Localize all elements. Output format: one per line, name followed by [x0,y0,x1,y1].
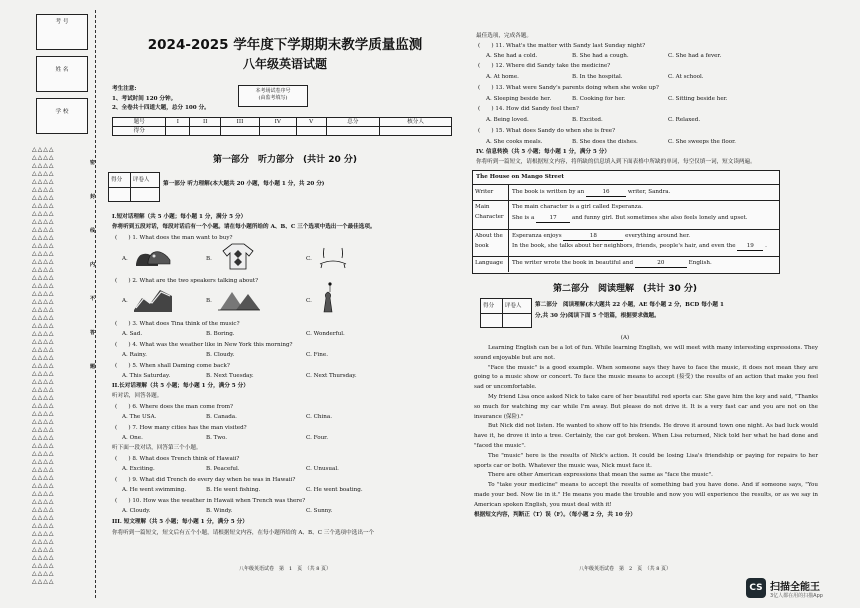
q5-option-b: B. Next Tuesday. [206,373,254,379]
sec3-continue: 最佳选项，完成各题。 [476,33,532,39]
passage [474,344,818,519]
q15-option-b: B. She does the dishes. [572,139,638,145]
triangle-row: △△△△ [32,538,55,545]
sec2-intro-1: 听对话，回答各题。 [112,393,163,399]
triangle-row: △△△△ [32,578,55,585]
sec2-intro-2: 听下面一段对话，回答第三个小题。 [112,445,202,451]
footer-right: 八年级英语试卷 第 2 页 （共 8 页） [578,566,672,572]
row-writer-label: Writer [475,189,494,195]
binding-text [90,160,102,420]
row-writer-text-b: writer, Sandra. [627,189,671,195]
triangle-row: △△△△ [32,434,55,441]
q6-option-a: A. The USA. [122,414,157,420]
triangle-row: △△△△ [32,530,55,537]
school-label: 学 校 [55,109,69,115]
sec3-title: III. 短文理解（共 5 小题；每小题 1 分，满分 5 分） [112,519,248,525]
row-main-text-b: and funny girl. But sometimes she also feels lonely and upset. [571,215,748,221]
binding-char: 答 [90,330,96,336]
row-language-text-b: English. [688,260,712,266]
binding-char: 线 [90,228,96,234]
question-15: ( ) 15. What does Sandy do when she is free? [478,128,616,134]
blank-18[interactable]: 18 [563,233,623,241]
question-12: ( ) 12. Where did Sandy take the medicine? [478,63,611,69]
score-cell [190,127,221,136]
q7-option-c: C. Four. [306,435,329,441]
triangle-row: △△△△ [32,338,55,345]
triangle-row: △△△△ [32,154,55,161]
scorer2-reviewer-label: 评卷人 [502,299,531,314]
q4-option-b: B. Cloudy. [206,352,235,358]
q7-option-a: A. One. [122,435,143,441]
score-cell: 得分 [113,127,166,136]
score-cell [166,127,190,136]
q10-option-a: A. Cloudy. [122,508,151,514]
row-about-label-2: book [475,243,489,249]
row-about-line-2 [512,243,767,251]
seat-number-label: 本考场试卷序号 (由监考填写) [255,88,291,101]
score-cell [221,127,259,136]
triangle-row: △△△△ [32,362,55,369]
q13-option-a: A. Sleeping beside her. [486,96,552,102]
triangle-row: △△△△ [32,490,55,497]
notice-2: 2、全卷共十四道大题，总分 100 分。 [112,105,210,111]
question-10: ( ) 10. How was the weather in Hawaii when Trench was there? [115,498,306,504]
scorer-box-2 [480,298,532,328]
triangle-row: △△△△ [32,346,55,353]
glasses-icon [318,246,348,270]
question-1: ( ) 1. What does the man want to buy? [115,235,233,241]
score-col-header: III [221,118,259,127]
q8-option-c: C. Unusual. [306,466,339,472]
part2-intro-1: 第二部分 阅读理解(本大题共 22 小题，AE 每小题 2 分，BCD 每小题 1 [535,302,724,308]
statue-of-liberty-icon [318,282,338,314]
q11-option-c: C. She had a fever. [668,53,722,59]
binding-char: 密 [90,160,96,166]
part1-title: 第一部分 听力部分 (共计 20 分) [212,155,358,165]
triangle-row: △△△△ [32,554,55,561]
sec4-intro: 你将听到一篇短文，请根据短文内容，将所缺的信息填入到下面表格中所缺的单词，每空仅填一词，短文读两遍。 [476,159,756,165]
row-about-text-a: Esperanza enjoys [512,233,562,239]
cs-logo-text: CS [749,583,763,593]
triangle-column [32,146,88,591]
paragraph: The "music" here is the results of Nick's action. It could be losing Lisa's friendship or paying for repairs to her sports car or both. Whatever the music was, Nick must face it. [474,452,818,469]
sec1-title: I.短对话理解（共 5 小题；每小题 1 分，满分 5 分） [112,214,247,220]
row-main-line-1: The main character is a girl called Esperanza. [512,204,643,210]
score-cell [326,127,379,136]
blank-20[interactable]: 20 [635,260,687,268]
triangle-row: △△△△ [32,258,55,265]
part2-intro-2: 分,共 30 分)阅读下面 5 个语篇，根据要求做题。 [535,313,660,319]
row-about-label-1: About the [475,233,503,239]
scorer-reviewer-label: 评卷人 [130,173,159,188]
school-box [36,98,88,134]
row-main-label-2: Character [475,214,504,220]
score-col-header: II [190,118,221,127]
q8-option-a: A. Exciting. [122,466,155,472]
q4-option-a: A. Rainy. [122,352,147,358]
triangle-row: △△△△ [32,354,55,361]
q14-option-a: A. Being loved. [486,117,529,123]
paragraph: "Face the music" is a good example. When someone says they have to face the music, it does not mean they are going to a music show or concert. To face the music means to accept (接受) the results of an action that make you feel sad or uncomfortable. [474,364,818,391]
row-about-text-c: In the book, she talks about her neighbors, friends, people's hair, and even the [512,243,736,249]
notice-title: 考生注意: [112,86,137,92]
q14-option-b: B. Excited. [572,117,603,123]
row-about-text-d: . [765,243,767,249]
scorer-score-label: 得分 [109,173,131,188]
q11-option-a: A. She had a cold. [486,53,538,59]
triangle-row: △△△△ [32,242,55,249]
triangle-row: △△△△ [32,226,55,233]
triangle-row: △△△△ [32,370,55,377]
q12-option-b: B. In the hospital. [572,74,623,80]
footer-left: 八年级英语试卷 第 1 页 （共 8 页） [238,566,332,572]
q9-option-b: B. He went fishing. [206,487,261,493]
question-4: ( ) 4. What was the weather like in New York this morning? [115,342,293,348]
triangle-row: △△△△ [32,506,55,513]
triangle-row: △△△△ [32,450,55,457]
binding-char: 内 [90,262,96,268]
question-11: ( ) 11. What's the matter with Sandy last Sunday night? [478,43,646,49]
q5-option-c: C. Next Thursday. [306,373,357,379]
row-language-content [512,260,712,268]
triangle-row: △△△△ [32,282,55,289]
q7-option-b: B. Two. [206,435,228,441]
notice-1: 1、考试时间 120 分钟。 [112,96,177,102]
q10-option-b: B. Windy. [206,508,233,514]
q5-option-a: A. This Saturday. [122,373,171,379]
triangle-row: △△△△ [32,266,55,273]
triangle-row: △△△△ [32,386,55,393]
row-main-line-2 [512,215,748,223]
triangle-row: △△△△ [32,250,55,257]
scanner-app-name: 扫描全能王 [770,582,820,593]
q15-option-c: C. She sweeps the floor. [668,139,736,145]
triangle-row: △△△△ [32,146,55,153]
q3-option-b: B. Boring. [206,331,235,337]
question-13: ( ) 13. What were Sandy's parents doing when she woke up? [478,85,659,91]
part1-intro: 第一部分 听力理解(本大题共 20 小题，每小题 1 分，共 20 分) [163,181,325,187]
score-col-header: IV [259,118,296,127]
score-cell [259,127,296,136]
scorer-box-1 [108,172,160,202]
question-7: ( ) 7. How many cities has the man visited? [115,425,247,431]
score-col-header: 核分人 [380,118,452,127]
triangle-row: △△△△ [32,306,55,313]
task-instruction: 根据短文内容，判断正（T）误（F）。（每小题 2 分，共 10 分） [474,511,636,518]
q9-option-c: C. He went boating. [306,487,363,493]
paragraph: To "take your medicine" means to accept the results of something bad you have done. And if someone says, "You made your bed. Now lie in it." He means you made the trouble and now you will experience the results, or as we say in American spoken English, you must deal with it! [474,482,818,508]
triangle-row: △△△△ [32,162,55,169]
passage-label: (A) [620,335,630,341]
row-about-text-b: everything around her. [625,233,691,239]
triangle-row: △△△△ [32,290,55,297]
sec3-intro: 你将听到一篇短文，短文后有五个小题，请根据短文内容，在每小题所给的 A、B、C 三个选项中选出一个 [112,530,375,536]
q1-option-b-letter: B. [206,256,212,262]
q2-option-b-letter: B. [206,298,212,304]
row-main-text-a: She is a [512,215,535,221]
question-2: ( ) 2. What are the two speakers talking about? [115,278,259,284]
triangle-row: △△△△ [32,570,55,577]
q13-option-b: B. Cooking for her. [572,96,626,102]
triangle-row: △△△△ [32,234,55,241]
q11-option-b: B. She had a cough. [572,53,629,59]
blank-16[interactable]: 16 [586,189,626,197]
q12-option-a: A. At home. [486,74,519,80]
triangle-row: △△△△ [32,378,55,385]
q2-option-a-letter: A. [122,298,128,304]
triangle-row: △△△△ [32,458,55,465]
q10-option-c: C. Sunny. [306,508,333,514]
q6-option-c: C. China. [306,414,333,420]
triangle-row: △△△△ [32,186,55,193]
paragraph: Learning English can be a lot of fun. While learning English, we will meet with many interesting expressions. They sound enjoyable but are not. [474,345,818,361]
question-6: ( ) 6. Where does the man come from? [115,404,234,410]
triangle-row: △△△△ [32,522,55,529]
q14-option-c: C. Relaxed. [668,117,701,123]
q15-option-a: A. She cooks meals. [486,139,543,145]
exam-subtitle: 八年级英语试题 [242,57,327,71]
blank-17[interactable]: 17 [536,215,570,223]
binding-char: 题 [90,364,96,370]
q4-option-c: C. Fine. [306,352,328,358]
exam-title: 2024-2025 学年度下学期期末教学质量监测 [147,37,423,53]
triangle-row: △△△△ [32,426,55,433]
triangle-row: △△△△ [32,410,55,417]
score-col-header: V [296,118,326,127]
sec2-title: II.长对话理解（共 5 小题；每小题 1 分，满分 5 分） [112,383,249,389]
triangle-row: △△△△ [32,466,55,473]
name-label: 姓 名 [55,67,69,73]
triangle-row: △△△△ [32,210,55,217]
triangle-row: △△△△ [32,202,55,209]
question-3: ( ) 3. What does Tina think of the music? [115,321,240,327]
question-8: ( ) 8. What does Trench think of Hawaii? [115,456,240,462]
score-col-header: I [166,118,190,127]
paragraph: My friend Lisa once asked Nick to take care of her beautiful red sports car. She gave him the key and said, "Thanks so much for watching my car while I'm away. But please do not drive it. It is a very fast car and you are not on the insurance (保险)." [474,393,818,420]
question-9: ( ) 9. What did Trench do every day when he was in Hawaii? [115,477,296,483]
triangle-row: △△△△ [32,514,55,521]
paragraph: But Nick did not listen. He wanted to show off to his friends. He drove it around town one night. As bad luck would have it, he drove it into a tree. Certainly, the car got broken. When Lisa returned, Nick told her what he had done and "faced the music". [474,423,818,449]
great-wall-icon [134,284,172,312]
part2-title: 第二部分 阅读理解 (共计 30 分) [552,284,698,294]
triangle-row: △△△△ [32,298,55,305]
triangle-row: △△△△ [32,314,55,321]
blank-19[interactable]: 19 [737,243,763,251]
scorer2-score-label: 得分 [481,299,503,314]
triangle-row: △△△△ [32,194,55,201]
q13-option-c: C. Sitting beside her. [668,96,728,102]
q3-option-c: C. Wonderful. [306,331,345,337]
q1-option-c-letter: C. [306,256,312,262]
triangle-row: △△△△ [32,218,55,225]
q1-option-a-letter: A. [122,256,128,262]
sec1-intro: 你将听到五段对话，每段对话后有一个小题。请在每小题所给的 A、B、C 三个选项中选出一个最佳选项。 [112,224,376,230]
paragraph: There are other American expressions that mean the same as "face the music". [488,472,713,479]
score-col-header: 总分 [326,118,379,127]
sweater-icon [222,242,254,270]
triangle-row: △△△△ [32,322,55,329]
sec4-title: IV. 信息转换（共 5 小题；每小题 1 分，满分 5 分） [476,149,610,155]
score-cell [380,127,452,136]
triangle-row: △△△△ [32,442,55,449]
q3-option-a: A. Sad. [122,331,143,337]
triangle-row: △△△△ [32,482,55,489]
row-writer-text-a: The book is written by an [512,189,585,195]
scanner-tagline: 3亿人都在用的扫描App [770,593,823,599]
row-language-label: Language [475,260,504,266]
row-language-text-a: The writer wrote the book in beautiful and [512,260,634,266]
triangle-row: △△△△ [32,546,55,553]
triangle-row: △△△△ [32,418,55,425]
triangle-row: △△△△ [32,474,55,481]
exam-number-label: 考 号 [55,19,69,25]
question-14: ( ) 14. How did Sandy feel then? [478,106,579,112]
binding-char: 封 [90,194,96,200]
triangle-row: △△△△ [32,498,55,505]
q12-option-c: C. At school. [668,74,704,80]
q6-option-b: B. Canada. [206,414,237,420]
triangle-row: △△△△ [32,562,55,569]
score-col-header: 题号 [113,118,166,127]
q8-option-b: B. Peaceful. [206,466,240,472]
cs-logo-icon [746,578,766,598]
triangle-row: △△△△ [32,178,55,185]
q2-option-c-letter: C. [306,298,312,304]
triangle-row: △△△△ [32,170,55,177]
scanner-watermark [746,575,856,605]
score-table [112,117,452,136]
triangle-row: △△△△ [32,330,55,337]
info-table-title: The House on Mango Street [476,174,564,180]
name-box [36,56,88,92]
row-writer-content [512,189,670,197]
q9-option-a: A. He went swimming. [122,487,187,493]
triangle-row: △△△△ [32,402,55,409]
score-cell [296,127,326,136]
question-5: ( ) 5. When shall Daming come back? [115,363,230,369]
shoes-icon [134,244,172,270]
row-main-label-1: Main [475,204,490,210]
exam-number-box [36,14,88,50]
row-about-line-1 [512,233,690,241]
triangle-row: △△△△ [32,394,55,401]
binding-char: 不 [90,296,96,302]
triangle-row: △△△△ [32,274,55,281]
pyramids-icon [218,286,260,312]
seat-number-box [238,85,308,107]
